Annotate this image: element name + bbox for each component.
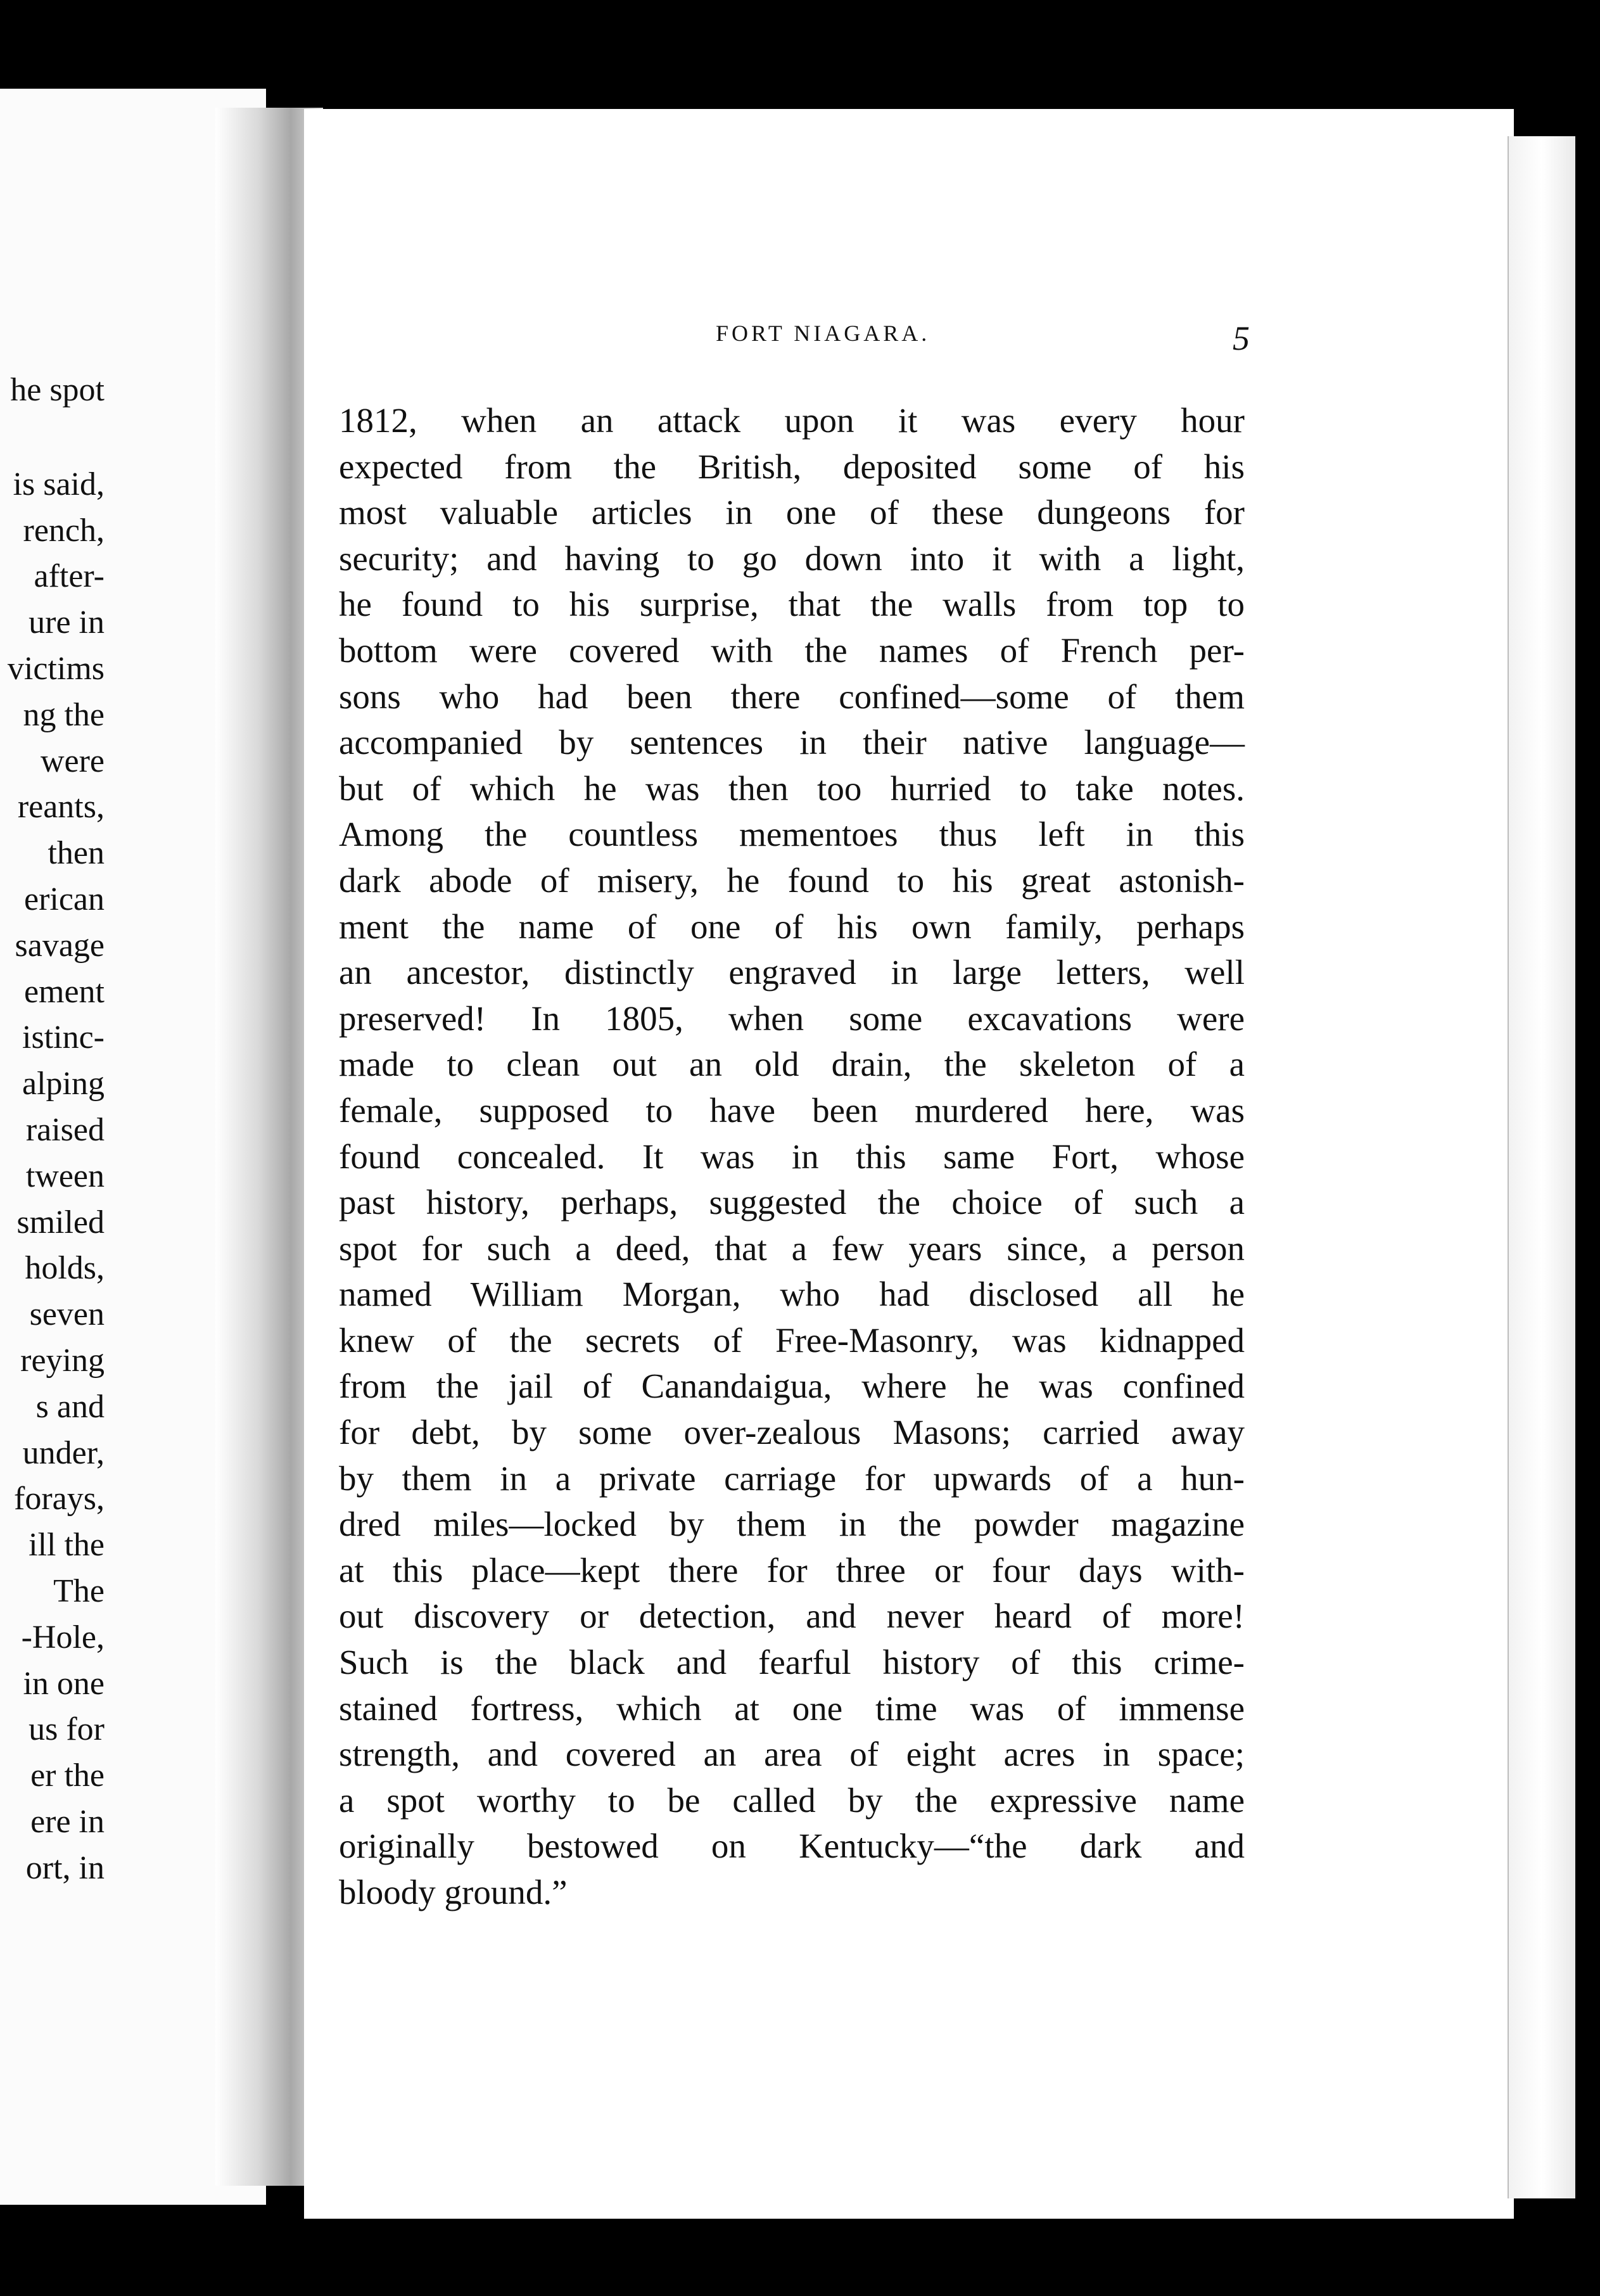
text-line: accompanied by sentences in their native language— — [339, 723, 1245, 762]
body-text — [339, 398, 1245, 1916]
left-text-line: erican — [23, 881, 105, 917]
text-line: originally bestowed on Kentucky—“the dark and — [339, 1827, 1245, 1866]
left-text-line: ere in — [30, 1803, 105, 1840]
left-text-line: raised — [25, 1111, 105, 1148]
left-text-line: forays, — [14, 1481, 105, 1517]
left-text-line: victims — [7, 650, 105, 687]
text-line: female, supposed to have been murdered here, was — [339, 1090, 1245, 1130]
left-text-line: istinc- — [22, 1019, 105, 1056]
left-text-line: rench, — [23, 512, 105, 549]
text-line: stained fortress, which at one time was of immense — [339, 1688, 1245, 1728]
text-line: bloody ground.” — [339, 1873, 568, 1911]
left-text-line: ng the — [23, 696, 105, 733]
text-line: an ancestor, distinctly engraved in large letters, well — [339, 953, 1245, 992]
text-line: named William Morgan, who had disclosed all he — [339, 1275, 1245, 1314]
left-text-line: holds, — [25, 1250, 105, 1287]
page-edge — [1508, 136, 1575, 2198]
left-text-line: he spot — [10, 372, 105, 408]
text-line: Such is the black and fearful history of this crime- — [339, 1643, 1245, 1682]
page-number: 5 — [1233, 319, 1250, 357]
text-line: 1812, when an attack upon it was every hour — [339, 401, 1245, 440]
text-line: from the jail of Canandaigua, where he was confined — [339, 1367, 1245, 1406]
left-text-line: ill the — [29, 1527, 105, 1564]
left-text-line: s and — [35, 1388, 105, 1425]
left-text-line: ort, in — [25, 1849, 105, 1886]
text-line: spot for such a deed, that a few years since, a person — [339, 1228, 1245, 1268]
left-text-line: after- — [34, 558, 105, 595]
left-text-line: then — [48, 835, 105, 872]
text-line: dred miles—locked by them in the powder magazine — [339, 1505, 1245, 1544]
left-text-line: The — [53, 1572, 105, 1609]
left-text-line: reants, — [17, 789, 105, 826]
left-page-text — [8, 367, 105, 1892]
text-line: sons who had been there confined—some of them — [339, 677, 1245, 716]
text-line: security; and having to go down into it with a light, — [339, 539, 1245, 578]
left-text-line: ure in — [29, 604, 105, 641]
text-line: past history, perhaps, suggested the choice of such a — [339, 1183, 1245, 1222]
left-text-line: ement — [23, 973, 105, 1010]
left-text-line: savage — [15, 927, 105, 964]
left-text-line: under, — [22, 1434, 105, 1471]
text-line: he found to his surprise, that the walls from top to — [339, 585, 1245, 624]
text-line: found concealed. It was in this same Fort, whose — [339, 1137, 1245, 1176]
text-line: but of which he was then too hurried to take notes. — [339, 769, 1245, 808]
text-line: preserved! In 1805, when some excavations were — [339, 998, 1245, 1038]
text-line: made to clean out an old drain, the skeleton of a — [339, 1045, 1245, 1084]
text-line: by them in a private carriage for upwards of a hun- — [339, 1458, 1245, 1498]
left-text-line: -Hole, — [21, 1619, 105, 1655]
text-line: at this place—kept there for three or four days with- — [339, 1550, 1245, 1590]
text-line: knew of the secrets of Free-Masonry, was kidnapped — [339, 1320, 1245, 1360]
text-line: out discovery or detection, and never heard of more! — [339, 1597, 1245, 1636]
left-text-line: smiled — [16, 1204, 105, 1240]
left-text-line: reying — [20, 1342, 105, 1379]
left-text-line: seven — [29, 1296, 105, 1333]
text-line: for debt, by some over-zealous Masons; carried away — [339, 1413, 1245, 1452]
left-text-line: tween — [25, 1158, 105, 1194]
left-text-line: in one — [23, 1665, 105, 1702]
text-line: a spot worthy to be called by the expressive name — [339, 1780, 1245, 1820]
running-head: FORT NIAGARA. — [716, 321, 930, 346]
left-text-line: is said, — [13, 466, 105, 502]
text-line: strength, and covered an area of eight acres in space; — [339, 1735, 1245, 1774]
text-line: ment the name of one of his own family, perhaps — [339, 907, 1245, 946]
text-line: Among the countless mementoes thus left in this — [339, 815, 1245, 854]
text-line: dark abode of misery, he found to his great astonish- — [339, 860, 1245, 900]
text-line: bottom were covered with the names of French per- — [339, 630, 1245, 670]
left-text-line: er the — [30, 1757, 105, 1794]
left-text-line: were — [40, 743, 105, 779]
left-text-line: alping — [22, 1066, 105, 1102]
left-text-line: us for — [29, 1711, 105, 1748]
text-line: expected from the British, deposited some of his — [339, 447, 1245, 486]
text-line: most valuable articles in one of these dungeons for — [339, 493, 1245, 532]
